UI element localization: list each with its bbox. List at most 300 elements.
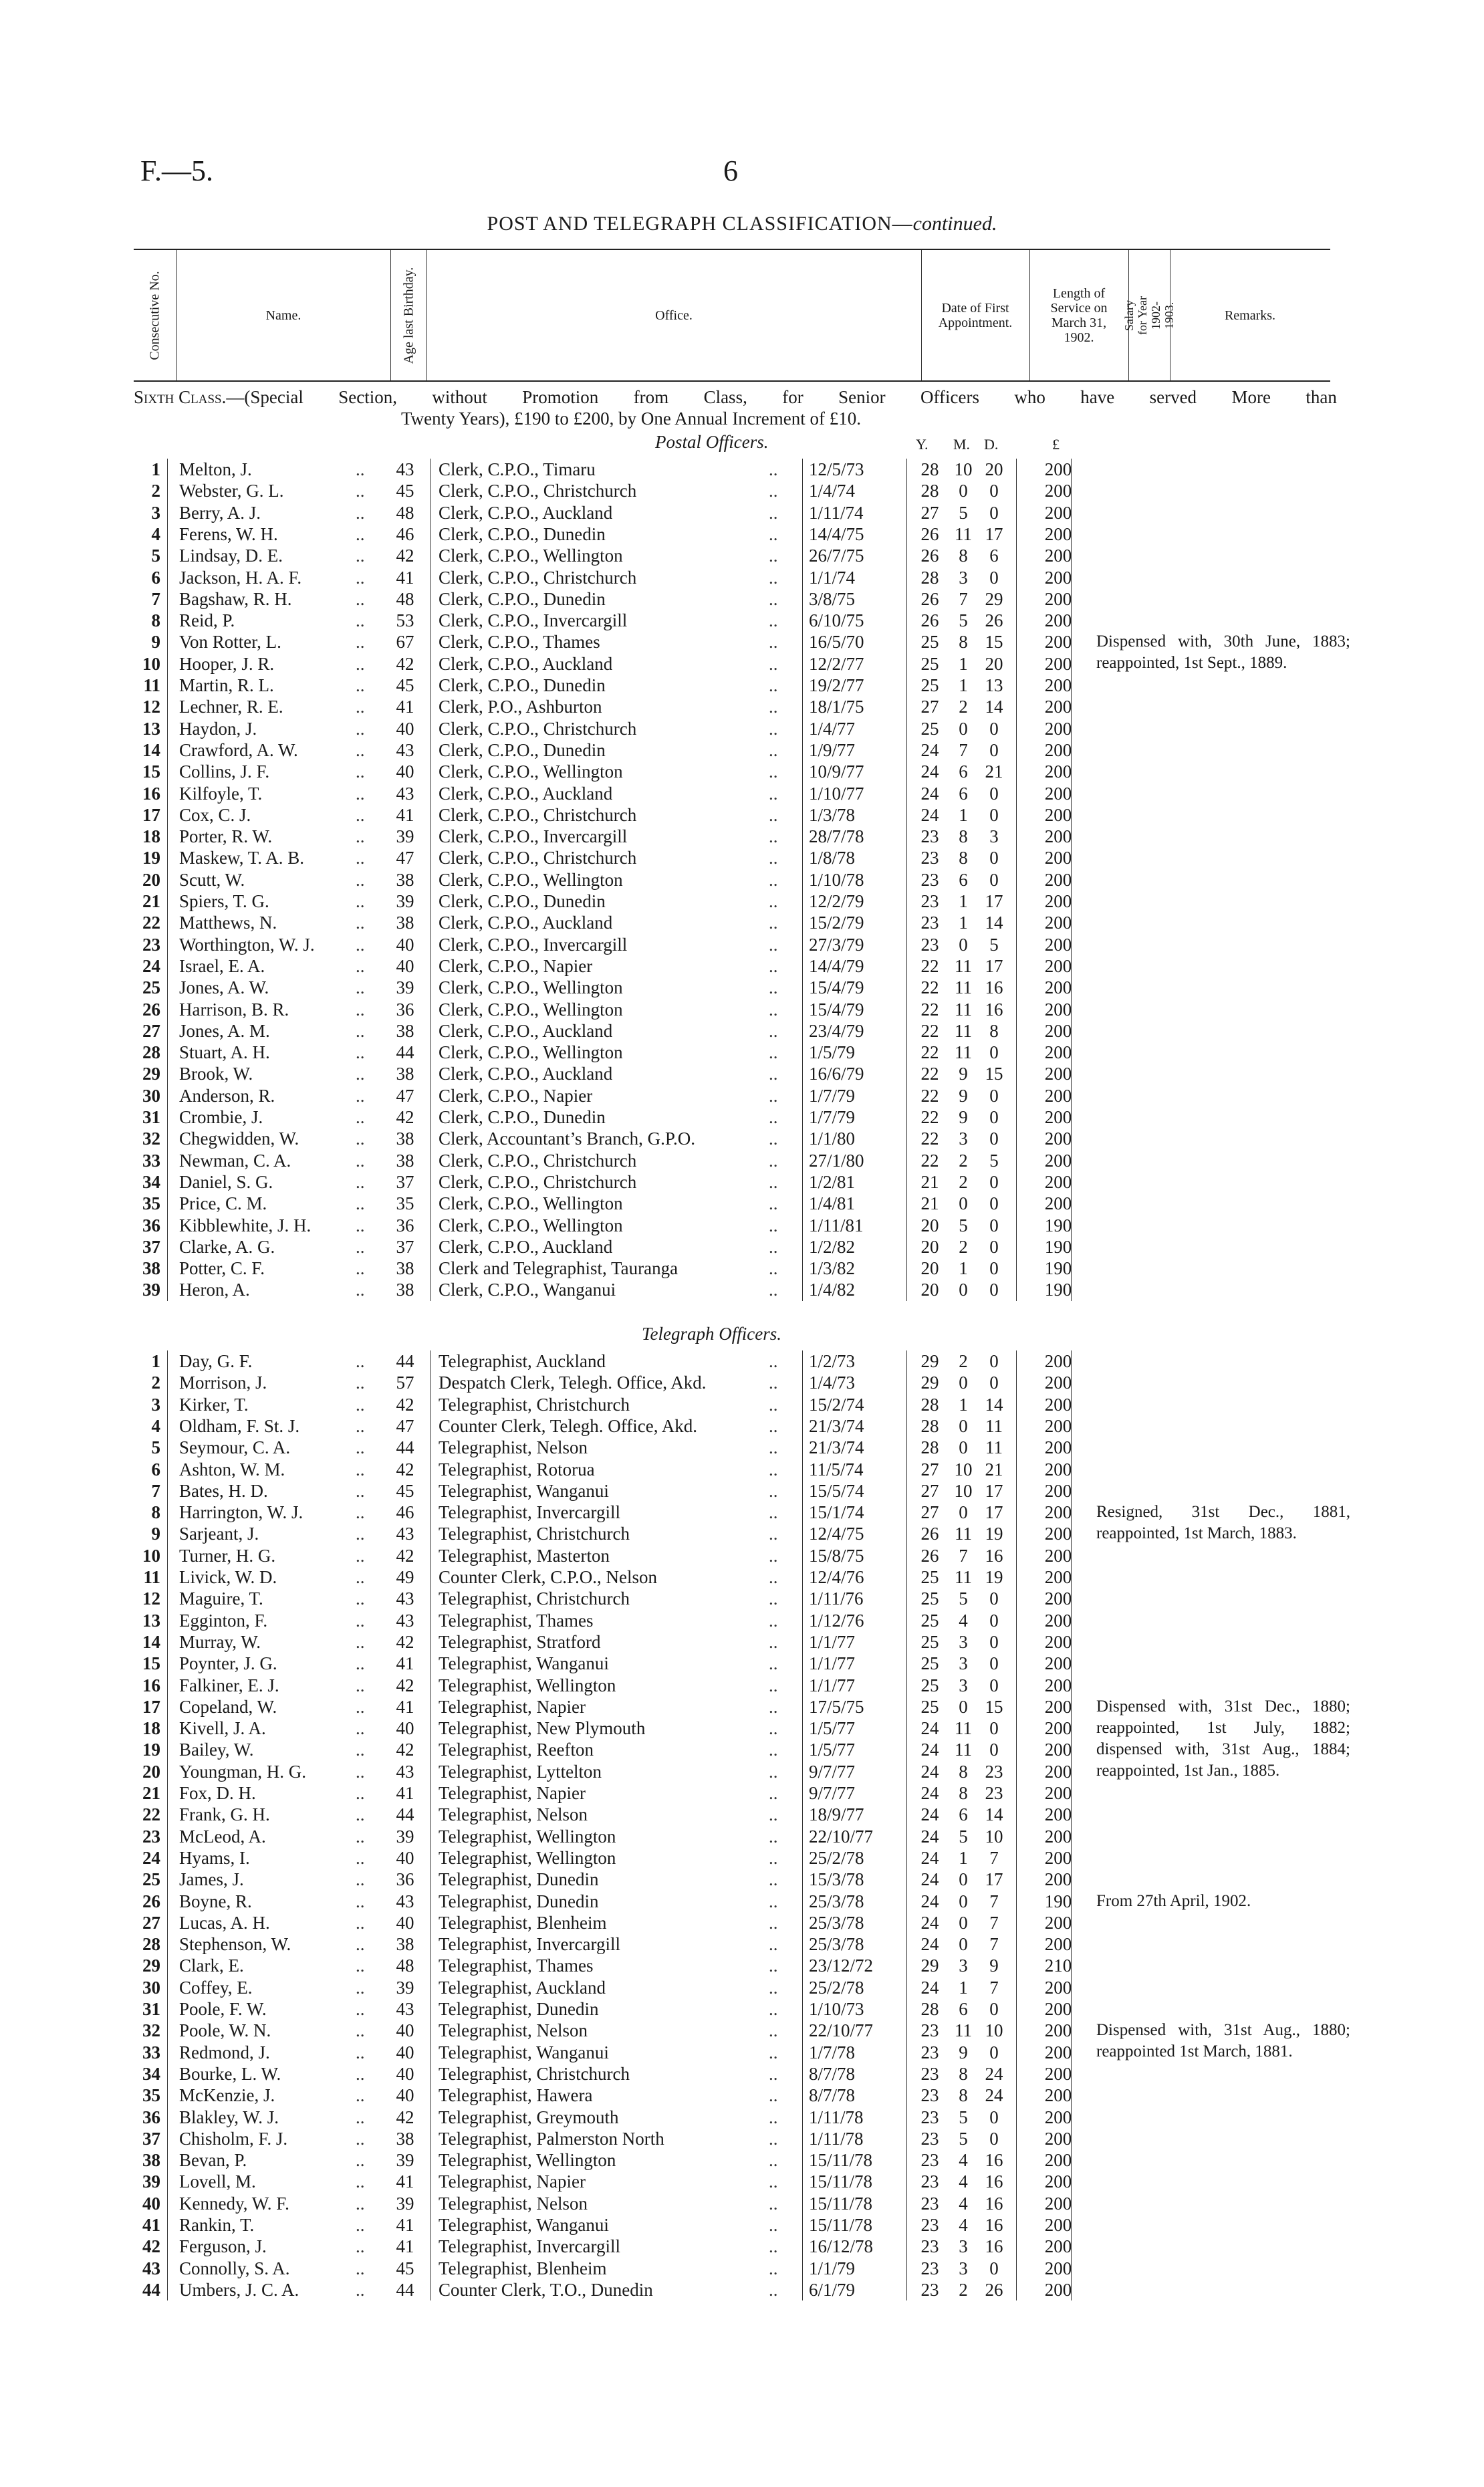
service-months: 4 <box>959 2215 968 2235</box>
office: Telegraphist, Blenheim <box>439 1912 607 1933</box>
age: 47 <box>396 1085 414 1106</box>
consecutive-no: 31 <box>142 1999 160 2019</box>
service-days: 21 <box>985 761 1003 782</box>
salary: 200 <box>1044 934 1072 955</box>
office: Telegraphist, Wanganui <box>439 1653 609 1674</box>
service-days: 14 <box>985 1804 1003 1825</box>
class-label: Sixth Class. <box>134 387 227 407</box>
postal-officers-heading: Postal Officers. <box>655 432 769 452</box>
service-days: 20 <box>985 459 1003 479</box>
table-row <box>0 761 1484 782</box>
service-years: 27 <box>920 502 939 523</box>
age: 38 <box>396 1064 414 1084</box>
remark: Resigned, 31st Dec., 1881, reappointed, 1st March, 1883. <box>1096 1503 1350 1543</box>
service-months: 3 <box>959 1675 968 1695</box>
service-days: 0 <box>989 1215 999 1235</box>
officer-name: Sarjeant, J. <box>179 1524 259 1544</box>
officer-name: Crawford, A. W. <box>179 739 298 760</box>
service-years: 23 <box>920 2063 939 2084</box>
table-row <box>0 696 1484 717</box>
age: 38 <box>396 869 414 890</box>
header-consecutive-no: Consecutive No. <box>148 270 162 360</box>
leader-dots: .. <box>356 913 365 933</box>
officer-name: Jones, A. M. <box>179 1020 270 1041</box>
leader-dots: .. <box>769 826 778 847</box>
service-years: 28 <box>920 1415 939 1436</box>
service-days: 0 <box>989 718 999 739</box>
leader-dots: .. <box>769 1150 778 1171</box>
consecutive-no: 14 <box>142 1631 160 1652</box>
salary: 200 <box>1044 675 1072 695</box>
officer-name: Von Rotter, L. <box>179 632 281 653</box>
consecutive-no: 13 <box>142 1610 160 1631</box>
consecutive-no: 24 <box>142 955 160 976</box>
table-row <box>0 2149 1484 2171</box>
date-first-appointment: 21/3/74 <box>809 1415 864 1436</box>
service-days: 0 <box>989 1373 999 1393</box>
age: 42 <box>396 1675 414 1695</box>
column-header <box>134 249 1330 382</box>
officer-name: Murray, W. <box>179 1631 261 1652</box>
leader-dots: .. <box>769 1193 778 1214</box>
service-days: 5 <box>989 1150 999 1171</box>
service-years: 26 <box>920 588 939 609</box>
officer-name: Redmond, J. <box>179 2042 270 2062</box>
officer-name: Youngman, H. G. <box>179 1761 307 1782</box>
service-years: 23 <box>920 869 939 890</box>
leader-dots: .. <box>769 869 778 890</box>
service-days: 15 <box>985 632 1003 653</box>
leader-dots: .. <box>769 1394 778 1415</box>
service-days: 0 <box>989 1675 999 1695</box>
age: 38 <box>396 913 414 933</box>
service-years: 24 <box>920 761 939 782</box>
officer-name: Harrison, B. R. <box>179 999 289 1020</box>
service-months: 0 <box>959 1415 968 1436</box>
service-days: 17 <box>985 1869 1003 1890</box>
age: 41 <box>396 697 414 717</box>
service-months: 0 <box>959 718 968 739</box>
officer-name: Lucas, A. H. <box>179 1912 270 1933</box>
officer-name: Hooper, J. R. <box>179 653 275 674</box>
table-row <box>0 804 1484 826</box>
office: Telegraphist, Thames <box>439 1956 594 1976</box>
consecutive-no: 31 <box>142 1107 160 1127</box>
salary: 190 <box>1044 1236 1072 1257</box>
consecutive-no: 6 <box>151 1459 160 1479</box>
service-years: 20 <box>920 1258 939 1279</box>
table-row <box>0 1279 1484 1300</box>
salary: 200 <box>1044 481 1072 501</box>
office: Clerk, Accountant’s Branch, G.P.O. <box>439 1129 695 1149</box>
table-row <box>0 588 1484 610</box>
date-first-appointment: 12/4/75 <box>809 1524 864 1544</box>
leader-dots: .. <box>356 2279 365 2300</box>
service-years: 27 <box>920 1480 939 1501</box>
date-first-appointment: 15/4/79 <box>809 977 864 998</box>
table-row <box>0 1610 1484 1631</box>
leader-dots: .. <box>769 804 778 825</box>
service-months: 8 <box>959 1783 968 1803</box>
date-first-appointment: 15/11/78 <box>809 2150 873 2171</box>
date-first-appointment: 1/4/82 <box>809 1280 856 1300</box>
remark: From 27th April, 1902. <box>1096 1891 1251 1910</box>
age: 38 <box>396 2128 414 2149</box>
officer-name: Ashton, W. M. <box>179 1459 285 1479</box>
section-word: Officers <box>920 387 979 407</box>
service-days: 16 <box>985 1545 1003 1566</box>
age: 38 <box>396 1280 414 1300</box>
service-months: 1 <box>959 804 968 825</box>
remark: Dispensed with, 31st Dec., 1880; reappointed, 1st July, 1882; dispensed with, 31st Aug., 1884; reappointed, 1st Jan., 1885. <box>1096 1697 1350 1780</box>
age: 38 <box>396 1020 414 1041</box>
service-months: 0 <box>959 1869 968 1890</box>
leader-dots: .. <box>356 869 365 890</box>
service-days: 0 <box>989 2258 999 2278</box>
service-months: 2 <box>959 1150 968 1171</box>
age: 44 <box>396 1351 414 1371</box>
salary: 200 <box>1044 999 1072 1020</box>
officer-name: Egginton, F. <box>179 1610 268 1631</box>
officer-name: Kennedy, W. F. <box>179 2193 289 2214</box>
leader-dots: .. <box>356 1653 365 1674</box>
leader-dots: .. <box>356 1631 365 1652</box>
table-row <box>0 1653 1484 1674</box>
age: 53 <box>396 610 414 631</box>
leader-dots: .. <box>356 2042 365 2062</box>
section-word: without <box>432 387 487 407</box>
consecutive-no: 12 <box>142 1588 160 1609</box>
service-months: 0 <box>959 1696 968 1717</box>
consecutive-no: 2 <box>151 1373 160 1393</box>
leader-dots: .. <box>769 567 778 588</box>
service-days: 23 <box>985 1783 1003 1803</box>
service-years: 24 <box>920 1934 939 1955</box>
leader-dots: .. <box>356 1545 365 1566</box>
table-row <box>0 523 1484 545</box>
service-days: 0 <box>989 1351 999 1371</box>
consecutive-no: 35 <box>142 1193 160 1214</box>
salary: 200 <box>1044 739 1072 760</box>
age: 39 <box>396 891 414 911</box>
age: 40 <box>396 2020 414 2041</box>
date-first-appointment: 1/4/81 <box>809 1193 856 1214</box>
table-row <box>0 1063 1484 1084</box>
age: 36 <box>396 1215 414 1235</box>
salary: 200 <box>1044 1783 1072 1803</box>
section-word: than <box>1306 387 1337 407</box>
service-years: 26 <box>920 1545 939 1566</box>
service-years: 25 <box>920 675 939 695</box>
service-days: 20 <box>985 653 1003 674</box>
page-title <box>0 213 1484 235</box>
date-first-appointment: 15/8/75 <box>809 1545 864 1566</box>
leader-dots: .. <box>769 1761 778 1782</box>
table-row <box>0 1437 1484 1458</box>
office: Clerk, C.P.O., Christchurch <box>439 1150 637 1171</box>
officer-name: Price, C. M. <box>179 1193 267 1214</box>
leader-dots: .. <box>769 848 778 868</box>
officer-name: Jackson, H. A. F. <box>179 567 302 588</box>
office: Clerk, C.P.O., Wellington <box>439 1042 623 1063</box>
leader-dots: .. <box>769 1804 778 1825</box>
service-days: 13 <box>985 675 1003 695</box>
office: Telegraphist, Christchurch <box>439 1394 630 1415</box>
leader-dots: .. <box>769 1567 778 1587</box>
leader-dots: .. <box>769 697 778 717</box>
age: 42 <box>396 1394 414 1415</box>
service-days: 17 <box>985 1502 1003 1523</box>
salary: 200 <box>1044 1524 1072 1544</box>
salary: 190 <box>1044 1891 1072 1911</box>
service-years: 25 <box>920 632 939 653</box>
service-years: 26 <box>920 546 939 566</box>
leader-dots: .. <box>769 1999 778 2019</box>
leader-dots: .. <box>769 913 778 933</box>
date-first-appointment: 25/3/78 <box>809 1891 864 1911</box>
date-first-appointment: 17/5/75 <box>809 1696 864 1717</box>
service-days: 0 <box>989 2107 999 2127</box>
leader-dots: .. <box>356 2150 365 2171</box>
office: Clerk, C.P.O., Wanganui <box>439 1280 616 1300</box>
consecutive-no: 10 <box>142 1545 160 1566</box>
age: 45 <box>396 481 414 501</box>
service-months: 1 <box>959 1394 968 1415</box>
date-first-appointment: 1/2/82 <box>809 1236 856 1257</box>
service-months: 5 <box>959 2128 968 2149</box>
table-row <box>0 1631 1484 1653</box>
table-row <box>0 2107 1484 2128</box>
salary: 200 <box>1044 1977 1072 1998</box>
consecutive-no: 2 <box>151 481 160 501</box>
leader-dots: .. <box>769 653 778 674</box>
service-days: 0 <box>989 1129 999 1149</box>
leader-dots: .. <box>356 1193 365 1214</box>
service-years: 23 <box>920 848 939 868</box>
salary: 200 <box>1044 977 1072 998</box>
salary: 200 <box>1044 1373 1072 1393</box>
service-days: 23 <box>985 1761 1003 1782</box>
table-row <box>0 934 1484 955</box>
leader-dots: .. <box>356 1588 365 1609</box>
date-first-appointment: 25/2/78 <box>809 1977 864 1998</box>
office: Telegraphist, Napier <box>439 2171 586 2192</box>
leader-dots: .. <box>356 1129 365 1149</box>
date-first-appointment: 25/3/78 <box>809 1912 864 1933</box>
service-days: 16 <box>985 2236 1003 2257</box>
age: 39 <box>396 2150 414 2171</box>
leader-dots: .. <box>356 999 365 1020</box>
service-days: 0 <box>989 1042 999 1063</box>
officer-name: Fox, D. H. <box>179 1783 256 1803</box>
consecutive-no: 13 <box>142 718 160 739</box>
service-days: 0 <box>989 783 999 804</box>
leader-dots: .. <box>356 1437 365 1458</box>
age: 45 <box>396 2258 414 2278</box>
service-months: 2 <box>959 697 968 717</box>
page-number: 6 <box>723 154 738 187</box>
unit-days: D. <box>984 436 999 453</box>
age: 42 <box>396 653 414 674</box>
office: Telegraphist, Nelson <box>439 1437 588 1458</box>
date-first-appointment: 1/7/78 <box>809 2042 856 2062</box>
office: Telegraphist, Palmerston North <box>439 2128 664 2149</box>
consecutive-no: 23 <box>142 1826 160 1847</box>
office: Telegraphist, Masterton <box>439 1545 610 1566</box>
salary: 200 <box>1044 632 1072 653</box>
age: 43 <box>396 1999 414 2019</box>
date-first-appointment: 1/4/74 <box>809 481 856 501</box>
office: Clerk, C.P.O., Dunedin <box>439 675 606 695</box>
leader-dots: .. <box>356 1696 365 1717</box>
officer-name: Falkiner, E. J. <box>179 1675 279 1695</box>
officer-name: Ferguson, J. <box>179 2236 267 2257</box>
service-years: 22 <box>920 1064 939 1084</box>
service-months: 0 <box>959 1502 968 1523</box>
leader-dots: .. <box>769 2063 778 2084</box>
consecutive-no: 9 <box>151 632 160 653</box>
officer-name: Turner, H. G. <box>179 1545 276 1566</box>
leader-dots: .. <box>769 2236 778 2257</box>
office: Telegraphist, Wanganui <box>439 1480 609 1501</box>
remark: Dispensed with, 31st Aug., 1880; reappointed 1st March, 1881. <box>1096 2021 1350 2061</box>
column-rule <box>167 1350 168 2300</box>
table-row <box>0 2193 1484 2214</box>
date-first-appointment: 14/4/75 <box>809 523 864 544</box>
age: 42 <box>396 546 414 566</box>
service-years: 25 <box>920 1610 939 1631</box>
date-first-appointment: 16/5/70 <box>809 632 864 653</box>
service-days: 10 <box>985 2020 1003 2041</box>
age: 44 <box>396 2279 414 2300</box>
leader-dots: .. <box>769 1956 778 1976</box>
date-first-appointment: 28/7/78 <box>809 826 864 847</box>
salary: 200 <box>1044 869 1072 890</box>
service-years: 24 <box>920 804 939 825</box>
table-row <box>0 2171 1484 2192</box>
service-days: 0 <box>989 1999 999 2019</box>
column-rule <box>1071 1350 1072 2300</box>
office: Counter Clerk, Telegh. Office, Akd. <box>439 1415 698 1436</box>
date-first-appointment: 12/4/76 <box>809 1567 864 1587</box>
age: 41 <box>396 567 414 588</box>
column-rule <box>906 1350 907 2300</box>
service-days: 19 <box>985 1524 1003 1544</box>
service-days: 3 <box>989 826 999 847</box>
officer-name: Hyams, I. <box>179 1847 250 1868</box>
leader-dots: .. <box>356 2258 365 2278</box>
leader-dots: .. <box>356 1042 365 1063</box>
age: 40 <box>396 955 414 976</box>
service-years: 25 <box>920 1653 939 1674</box>
service-months: 2 <box>959 1351 968 1371</box>
office: Telegraphist, Blenheim <box>439 2258 607 2278</box>
leader-dots: .. <box>356 588 365 609</box>
salary: 200 <box>1044 955 1072 976</box>
leader-dots: .. <box>356 1107 365 1127</box>
table-row <box>0 1128 1484 1149</box>
service-years: 23 <box>920 2107 939 2127</box>
office: Clerk, C.P.O., Invercargill <box>439 934 628 955</box>
table-row <box>0 1782 1484 1804</box>
salary: 200 <box>1044 1718 1072 1739</box>
office: Clerk, C.P.O., Auckland <box>439 502 613 523</box>
service-years: 24 <box>920 1804 939 1825</box>
consecutive-no: 37 <box>142 1236 160 1257</box>
leader-dots: .. <box>356 1415 365 1436</box>
date-first-appointment: 1/1/77 <box>809 1631 856 1652</box>
leader-dots: .. <box>356 632 365 653</box>
leader-dots: .. <box>769 502 778 523</box>
consecutive-no: 3 <box>151 502 160 523</box>
salary: 200 <box>1044 2063 1072 2084</box>
age: 42 <box>396 1740 414 1760</box>
table-row <box>0 739 1484 761</box>
leader-dots: .. <box>356 826 365 847</box>
leader-dots: .. <box>769 2215 778 2235</box>
salary: 200 <box>1044 848 1072 868</box>
office: Telegraphist, Lyttelton <box>439 1761 602 1782</box>
salary: 200 <box>1044 1150 1072 1171</box>
office: Telegraphist, Auckland <box>439 1351 606 1371</box>
age: 40 <box>396 761 414 782</box>
service-days: 7 <box>989 1847 999 1868</box>
office: Clerk, C.P.O., Christchurch <box>439 804 637 825</box>
officer-name: Kivell, J. A. <box>179 1718 266 1739</box>
officer-name: Spiers, T. G. <box>179 891 269 911</box>
date-first-appointment: 15/11/78 <box>809 2171 873 2192</box>
table-row <box>0 1106 1484 1128</box>
service-months: 11 <box>955 977 972 998</box>
table-row <box>0 869 1484 891</box>
salary: 200 <box>1044 1761 1072 1782</box>
table-row <box>0 459 1484 480</box>
leader-dots: .. <box>769 999 778 1020</box>
office: Telegraphist, Invercargill <box>439 1502 621 1523</box>
office: Clerk, C.P.O., Auckland <box>439 1236 613 1257</box>
header-date-first-appointment: Date of First Appointment. <box>938 300 1013 330</box>
leader-dots: .. <box>356 1171 365 1192</box>
consecutive-no: 36 <box>142 1215 160 1235</box>
service-years: 28 <box>920 1394 939 1415</box>
table-row <box>0 2236 1484 2257</box>
service-days: 15 <box>985 1696 1003 1717</box>
officer-name: Anderson, R. <box>179 1085 275 1106</box>
service-days: 0 <box>989 1236 999 1257</box>
leader-dots: .. <box>769 1545 778 1566</box>
service-years: 24 <box>920 1891 939 1911</box>
table-row <box>0 2128 1484 2149</box>
salary: 200 <box>1044 2279 1072 2300</box>
service-months: 4 <box>959 2150 968 2171</box>
service-days: 0 <box>989 1193 999 1214</box>
office: Telegraphist, Wellington <box>439 2150 616 2171</box>
date-first-appointment: 12/5/73 <box>809 459 864 479</box>
service-months: 6 <box>959 783 968 804</box>
service-months: 11 <box>955 1718 972 1739</box>
age: 41 <box>396 804 414 825</box>
date-first-appointment: 14/4/79 <box>809 955 864 976</box>
service-days: 7 <box>989 1934 999 1955</box>
office: Telegraphist, Wanganui <box>439 2042 609 2062</box>
service-months: 1 <box>959 675 968 695</box>
officer-name: McLeod, A. <box>179 1826 266 1847</box>
officer-name: Reid, P. <box>179 610 235 631</box>
leader-dots: .. <box>769 1588 778 1609</box>
officer-name: Collins, J. F. <box>179 761 270 782</box>
leader-dots: .. <box>769 1696 778 1717</box>
header-salary: Salary for Year 1902-1903. <box>1122 295 1176 335</box>
